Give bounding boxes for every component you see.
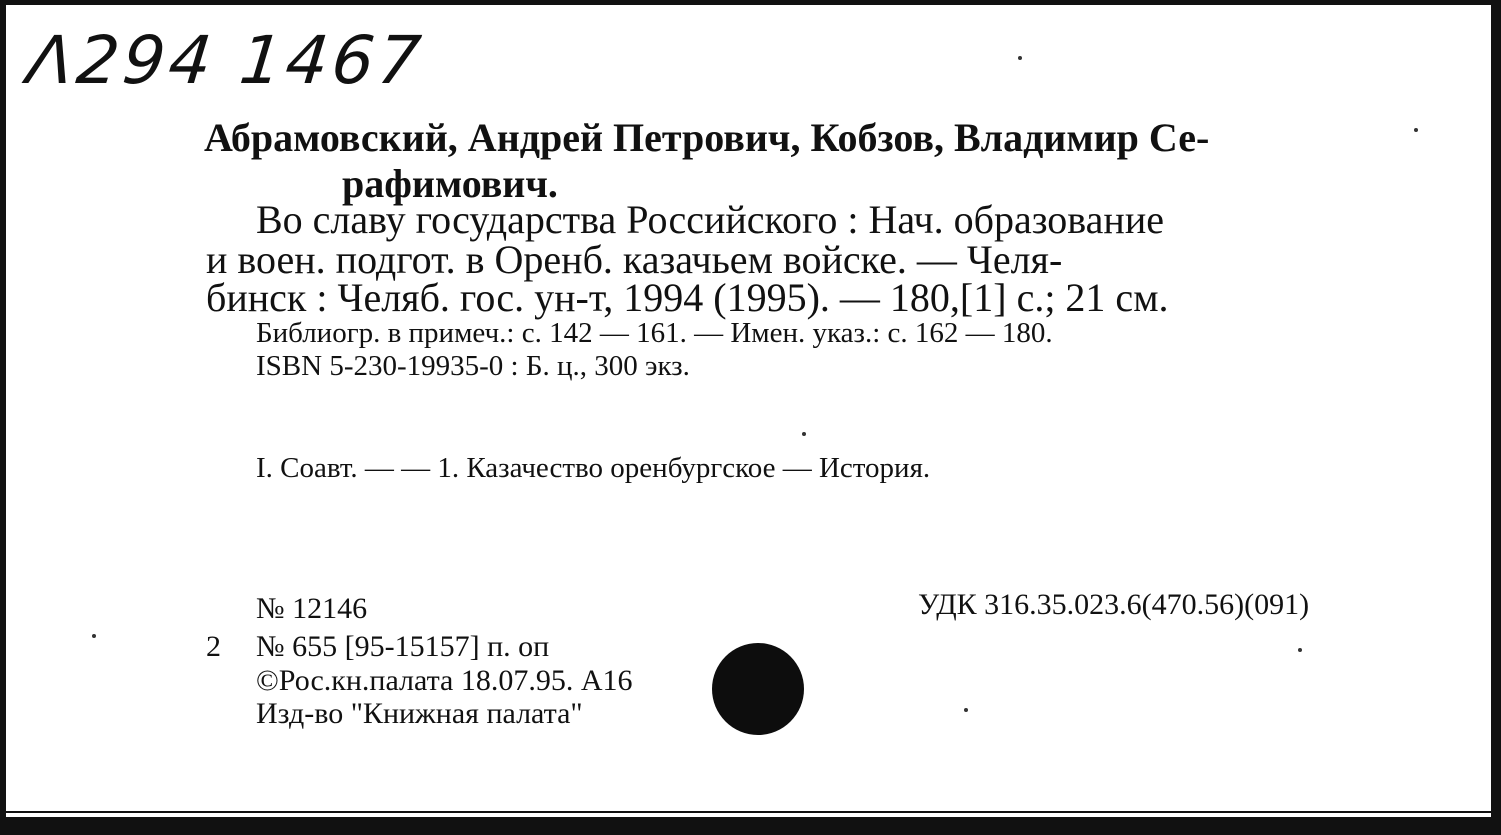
title-line-3: бинск : Челяб. гос. ун-т, 1994 (1995). — 180,[1] с.; 21 см. bbox=[206, 275, 1169, 320]
registration-line: № 655 [95-15157] п. оп bbox=[256, 630, 550, 663]
subjects-line: I. Соавт. — — 1. Казачество оренбургское — История. bbox=[256, 452, 931, 484]
scan-speck bbox=[1298, 648, 1302, 652]
title-line-2: и воен. подгот. в Оренб. казачьем войске. — Челя- bbox=[206, 237, 1063, 282]
ink-blot-stamp bbox=[712, 643, 804, 735]
copyright-line: ©Рос.кн.палата 18.07.95. А16 bbox=[256, 664, 633, 697]
handwritten-shelf-mark: Λ294 1467 bbox=[23, 22, 429, 99]
author-line-2: рафимович. bbox=[342, 161, 558, 206]
publisher-line: Изд-во "Книжная палата" bbox=[256, 697, 583, 730]
card-border-bottom bbox=[0, 817, 1501, 835]
title-line-1: Во славу государства Российского : Нач. образование bbox=[256, 197, 1164, 242]
scan-speck bbox=[802, 432, 806, 436]
notes-line: Библиогр. в примеч.: с. 142 — 161. — Имен. указ.: с. 162 — 180. bbox=[256, 317, 1053, 349]
copy-count: 2 bbox=[206, 630, 221, 663]
author-line-1: Абрамовский, Андрей Петрович, Кобзов, Владимир Се- bbox=[204, 115, 1210, 160]
udc-code: УДК 316.35.023.6(470.56)(091) bbox=[918, 588, 1310, 621]
scan-speck bbox=[1018, 56, 1022, 60]
isbn-line: ISBN 5-230-19935-0 : Б. ц., 300 экз. bbox=[256, 350, 690, 382]
card-border-left bbox=[0, 0, 6, 835]
scan-speck bbox=[964, 708, 968, 712]
scan-speck bbox=[92, 634, 96, 638]
record-number: № 12146 bbox=[256, 592, 368, 625]
card-border-right bbox=[1491, 0, 1501, 835]
card-inner-rule bbox=[6, 811, 1491, 817]
card-border-top bbox=[0, 0, 1501, 5]
scan-speck bbox=[1414, 128, 1418, 132]
